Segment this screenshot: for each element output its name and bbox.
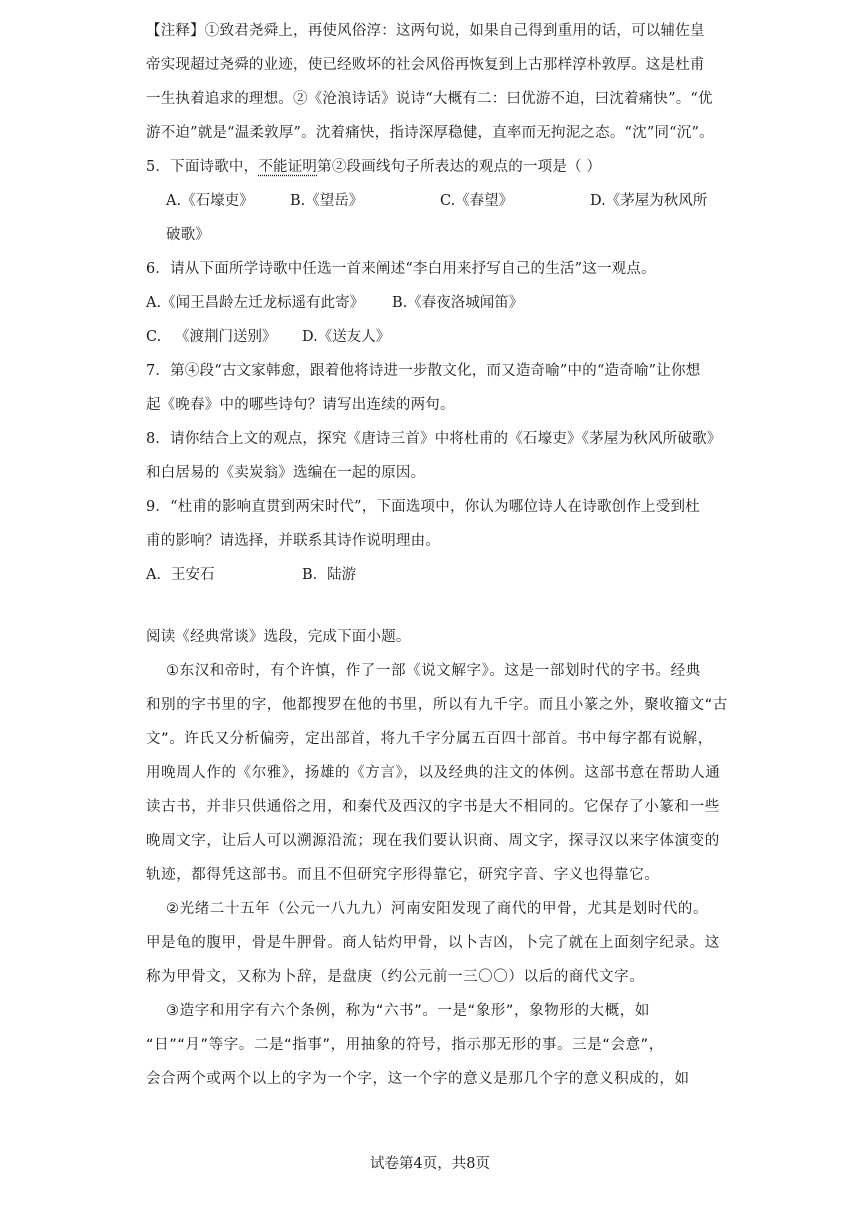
question-8-line: 8．请你结合上文的观点，探究《唐诗三首》中将杜甫的《石壕吏》《茅屋为秋风所破歌》 <box>146 431 722 447</box>
notes-line: 帝实现超过尧舜的业迹，使已经败坏的社会风俗再恢复到上古那样淳朴敦厚。这是杜甫 <box>146 57 705 73</box>
passage-line: 称为甲骨文，又称为卜辞，是盘庚（约公元前一三〇〇）以后的商代文字。 <box>146 969 645 985</box>
option-a[interactable]: A.《石壕吏》 <box>166 193 254 209</box>
passage-paragraph-2 <box>146 892 720 994</box>
question-6-stem: 6．请从下面所学诗歌中任选一首来阐述“李白用来抒写自己的生活”这一观点。 <box>146 261 656 277</box>
page-footer: 试卷第4页，共8页 <box>370 1156 490 1172</box>
section-spacer <box>146 592 720 620</box>
question-5-emphasis: 不能证明 <box>258 159 318 175</box>
option-a[interactable]: A．王安石 <box>146 567 215 583</box>
question-8-line: 和白居易的《卖炭翁》选编在一起的原因。 <box>146 465 426 481</box>
option-b[interactable]: B.《春夜洛城闻笛》 <box>392 295 524 311</box>
passage-paragraph-1 <box>146 654 728 892</box>
passage-line: 轨迹，都得凭这部书。而且不但研究字形得靠它，研究字音、字义也得靠它。 <box>146 867 660 883</box>
option-c[interactable]: C.《春望》 <box>440 193 514 209</box>
passage-line: 文”。许氏又分析偏旁，定出部首，将九千字分属五百四十部首。书中每字都有说解， <box>146 731 713 747</box>
question-7-line: 起《晚春》中的哪些诗句？请写出连续的两句。 <box>146 397 455 413</box>
passage-line: 晚周文字，让后人可以溯源沿流；现在我们要认识商、周文字，探寻汉以来字体演变的 <box>146 833 720 849</box>
question-9-line: 甫的影响？请选择，并联系其诗作说明理由。 <box>146 533 440 549</box>
question-6-options-row-1 <box>146 286 720 320</box>
question-7 <box>146 354 720 422</box>
passage-paragraph-3 <box>146 994 720 1096</box>
passage-line: “日”“月”等字。二是“指事”，用抽象的符号，指示那无形的事。三是“会意”， <box>146 1037 664 1053</box>
question-5-suffix: 第②段画线句子所表达的观点的一项是（ ） <box>317 159 602 175</box>
question-9-options <box>146 558 720 592</box>
question-6-options-row-2 <box>146 320 720 354</box>
reading-passage <box>146 654 728 1096</box>
question-6 <box>146 252 720 354</box>
question-5-prefix: 5．下面诗歌中， <box>146 159 259 175</box>
notes-line: 【注释】①致君尧舜上，再使风俗淳：这两句说，如果自己得到重用的话，可以辅佐皇 <box>146 23 705 39</box>
passage-line: 会合两个或两个以上的字为一个字，这一个字的意义是那几个字的意义积成的，如 <box>146 1071 690 1087</box>
option-a[interactable]: A.《闻王昌龄左迁龙标遥有此寄》 <box>146 295 365 311</box>
passage-line: ①东汉和帝时，有个许慎，作了一部《说文解字》。这是一部划时代的字书。经典 <box>166 663 701 679</box>
exam-page <box>146 0 728 1096</box>
question-9 <box>146 490 720 592</box>
question-9-line: 9．“杜甫的影响直贯到两宋时代”，下面选项中，你认为哪位诗人在诗歌创作上受到杜 <box>146 499 700 515</box>
passage-line: 甲是龟的腹甲，骨是牛胛骨。商人钻灼甲骨，以卜吉凶，卜完了就在上面刻字纪录。这 <box>146 935 720 951</box>
question-5-options <box>146 184 720 218</box>
notes-line: 一生执着追求的理想。②《沧浪诗话》说诗“大概有二：曰优游不迫，曰沈着痛快”。“优 <box>146 91 713 107</box>
passage-line: 读古书，并非只供通俗之用，和秦代及西汉的字书是大不相同的。它保存了小篆和一些 <box>146 799 720 815</box>
reading-section <box>146 620 728 1096</box>
passage-line: 用晚周人作的《尔雅》，扬雄的《方言》，以及经典的注文的体例。这部书意在帮助人通 <box>146 765 721 781</box>
passage-line: ③造字和用字有六个条例，称为“六书”。一是“象形”，象物形的大概，如 <box>166 1003 650 1019</box>
question-5-stem <box>146 150 720 184</box>
question-8 <box>146 422 720 490</box>
option-d[interactable]: D.《送友人》 <box>302 329 391 345</box>
question-7-line: 7．第④段“古文家韩愈，跟着他将诗进一步散文化，而又造奇喻”中的“造奇喻”让你想 <box>146 363 701 379</box>
option-d-continued: 破歌》 <box>166 227 211 243</box>
passage-line: ②光绪二十五年（公元一八九九）河南安阳发现了商代的甲骨，尤其是划时代的。 <box>166 901 709 917</box>
reading-intro: 阅读《经典常谈》选段，完成下面小题。 <box>146 629 411 645</box>
option-c[interactable]: C. 《渡荆门送别》 <box>146 329 277 345</box>
option-b[interactable]: B．陆游 <box>302 567 357 583</box>
option-d[interactable]: D.《茅屋为秋风所 <box>590 193 708 209</box>
option-b[interactable]: B.《望岳》 <box>290 193 364 209</box>
passage-line: 和别的字书里的字，他都搜罗在他的书里，所以有九千字。而且小篆之外，聚收籀文“古 <box>146 697 728 713</box>
question-5 <box>146 150 720 252</box>
notes-block <box>146 14 720 150</box>
notes-line: 游不迫”就是“温柔敦厚”。沈着痛快，指诗深厚稳健，直率而无拘泥之态。“沈”同“沉”。 <box>146 125 714 141</box>
